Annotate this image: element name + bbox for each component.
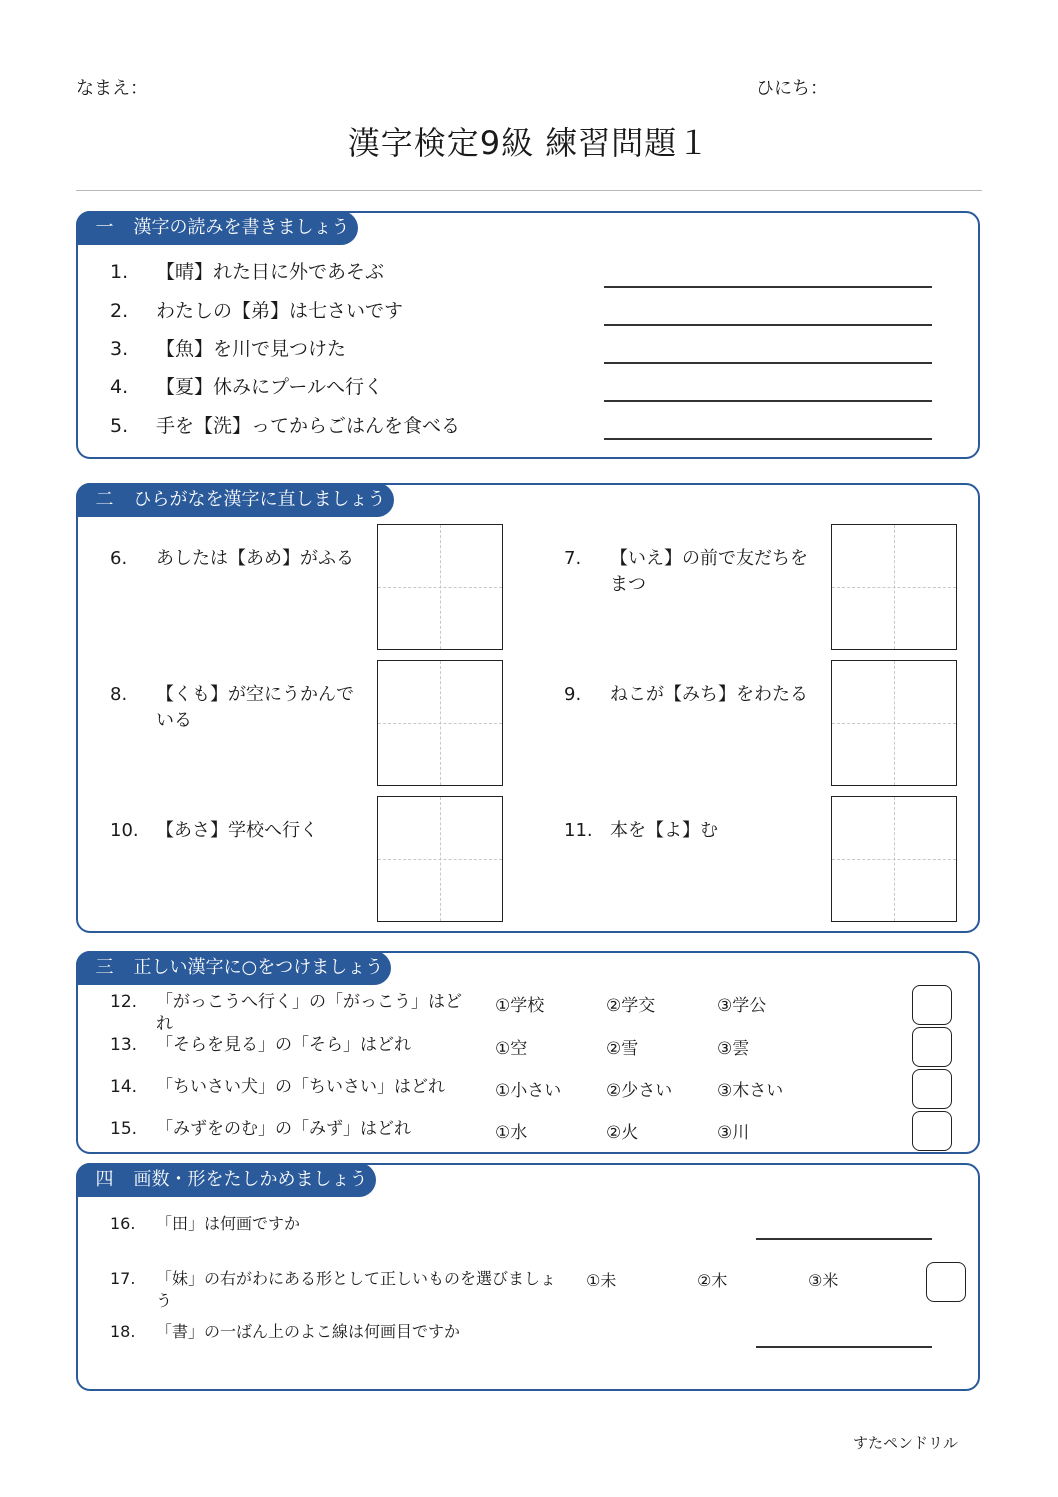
answer-box[interactable] bbox=[926, 1262, 966, 1302]
question-number: 11. bbox=[564, 820, 593, 841]
option-3[interactable]: ③川 bbox=[717, 1123, 750, 1143]
answer-line[interactable] bbox=[756, 1346, 932, 1348]
question-number: 15. bbox=[110, 1119, 138, 1139]
question-text: ねこが【みち】をわたる bbox=[610, 684, 808, 705]
option-3[interactable]: ③木さい bbox=[717, 1081, 784, 1101]
section-tab bbox=[76, 951, 392, 985]
question-text: 【魚】を川で見つけた bbox=[156, 338, 347, 360]
question-number: 12. bbox=[110, 992, 138, 1012]
question-text: 【くも】が空にうかんでいる bbox=[156, 684, 354, 731]
question-text: あしたは【あめ】がふる bbox=[156, 548, 354, 569]
kanji-answer-box[interactable] bbox=[377, 796, 503, 922]
kanji-answer-box[interactable] bbox=[377, 524, 503, 650]
option-3[interactable]: ③学公 bbox=[717, 996, 767, 1016]
section-title: 画数・形をたしかめましょう bbox=[133, 1168, 368, 1190]
option-3[interactable]: ③雲 bbox=[717, 1039, 750, 1059]
question-number: 10. bbox=[110, 820, 139, 841]
page-title: 漢字検定9級 練習問題１ bbox=[347, 124, 711, 162]
section-title: ひらがなを漢字に直しましょう bbox=[133, 488, 386, 510]
question-text: 「田」は何画ですか bbox=[156, 1214, 301, 1233]
option-2[interactable]: ②雪 bbox=[606, 1039, 639, 1059]
kanji-answer-box[interactable] bbox=[831, 524, 957, 650]
answer-line[interactable] bbox=[604, 324, 932, 326]
question-number: 9. bbox=[564, 684, 582, 705]
question-text: 本を【よ】む bbox=[610, 820, 718, 841]
kanji-answer-box[interactable] bbox=[377, 660, 503, 786]
question-number: 4. bbox=[110, 376, 129, 398]
answer-box[interactable] bbox=[912, 985, 952, 1025]
question-3 bbox=[110, 334, 346, 361]
question-number: 2. bbox=[110, 300, 129, 322]
question-1 bbox=[110, 257, 384, 284]
kanji-answer-box[interactable] bbox=[831, 660, 957, 786]
footer-brand: すたペンドリル bbox=[852, 1434, 958, 1452]
option-2[interactable]: ②火 bbox=[606, 1123, 639, 1143]
option-2[interactable]: ②学交 bbox=[606, 996, 656, 1016]
question-number: 17. bbox=[110, 1269, 136, 1288]
section-number: 三 bbox=[95, 956, 114, 978]
question-number: 1. bbox=[110, 261, 129, 283]
question-text: わたしの【弟】は七さいです bbox=[156, 300, 404, 322]
question-text: 手を【洗】ってからごはんを食べる bbox=[156, 415, 461, 437]
question-text: 「がっこうへ行く」の「がっこう」はどれ bbox=[156, 992, 462, 1034]
option-2[interactable]: ②少さい bbox=[606, 1081, 673, 1101]
question-text: 「みずをのむ」の「みず」はどれ bbox=[156, 1119, 411, 1139]
option-2[interactable]: ②木 bbox=[697, 1271, 728, 1290]
section-number: 一 bbox=[95, 216, 114, 238]
question-text: 【夏】休みにプールへ行く bbox=[156, 376, 384, 398]
answer-line[interactable] bbox=[604, 438, 932, 440]
option-1[interactable]: ①空 bbox=[495, 1039, 528, 1059]
section-tab bbox=[76, 211, 358, 245]
answer-line[interactable] bbox=[604, 362, 932, 364]
question-text: 【晴】れた日に外であそぶ bbox=[156, 261, 385, 283]
question-number: 3. bbox=[110, 338, 129, 360]
section-title: 漢字の読みを書きましょう bbox=[133, 216, 350, 238]
answer-box[interactable] bbox=[912, 1111, 952, 1151]
answer-line[interactable] bbox=[604, 400, 932, 402]
name-label: なまえ： bbox=[76, 78, 148, 99]
question-number: 16. bbox=[110, 1214, 136, 1233]
question-text: 「ちいさい犬」の「ちいさい」はどれ bbox=[156, 1077, 445, 1097]
question-2 bbox=[110, 296, 403, 323]
question-number: 7. bbox=[564, 548, 582, 569]
question-number: 13. bbox=[110, 1035, 138, 1055]
question-text: 「妹」の右がわにある形として正しいものを選びましょう bbox=[156, 1269, 557, 1310]
section-number: 二 bbox=[95, 488, 114, 510]
question-number: 5. bbox=[110, 415, 129, 437]
date-label: ひにち： bbox=[756, 78, 828, 99]
answer-box[interactable] bbox=[912, 1069, 952, 1109]
section-title: 正しい漢字に○をつけましょう bbox=[133, 956, 384, 978]
kanji-answer-box[interactable] bbox=[831, 796, 957, 922]
question-5 bbox=[110, 411, 460, 438]
option-3[interactable]: ③米 bbox=[808, 1271, 839, 1290]
question-number: 6. bbox=[110, 548, 128, 569]
section-number: 四 bbox=[95, 1168, 114, 1190]
section-tab bbox=[76, 1163, 376, 1197]
question-text: 【あさ】学校へ行く bbox=[156, 820, 318, 841]
option-1[interactable]: ①小さい bbox=[495, 1081, 562, 1101]
question-text: 「書」の一ばん上のよこ線は何画目ですか bbox=[156, 1322, 461, 1341]
question-number: 8. bbox=[110, 684, 128, 705]
option-1[interactable]: ①未 bbox=[586, 1271, 617, 1290]
option-1[interactable]: ①水 bbox=[495, 1123, 528, 1143]
header-divider bbox=[76, 190, 982, 191]
answer-box[interactable] bbox=[912, 1027, 952, 1067]
answer-line[interactable] bbox=[756, 1238, 932, 1240]
question-text: 【いえ】の前で友だちをまつ bbox=[610, 548, 808, 595]
question-text: 「そらを見る」の「そら」はどれ bbox=[156, 1035, 411, 1055]
question-number: 18. bbox=[110, 1322, 136, 1341]
option-1[interactable]: ①学校 bbox=[495, 996, 545, 1016]
question-4 bbox=[110, 372, 383, 399]
answer-line[interactable] bbox=[604, 286, 932, 288]
section-tab bbox=[76, 483, 394, 517]
question-number: 14. bbox=[110, 1077, 138, 1097]
